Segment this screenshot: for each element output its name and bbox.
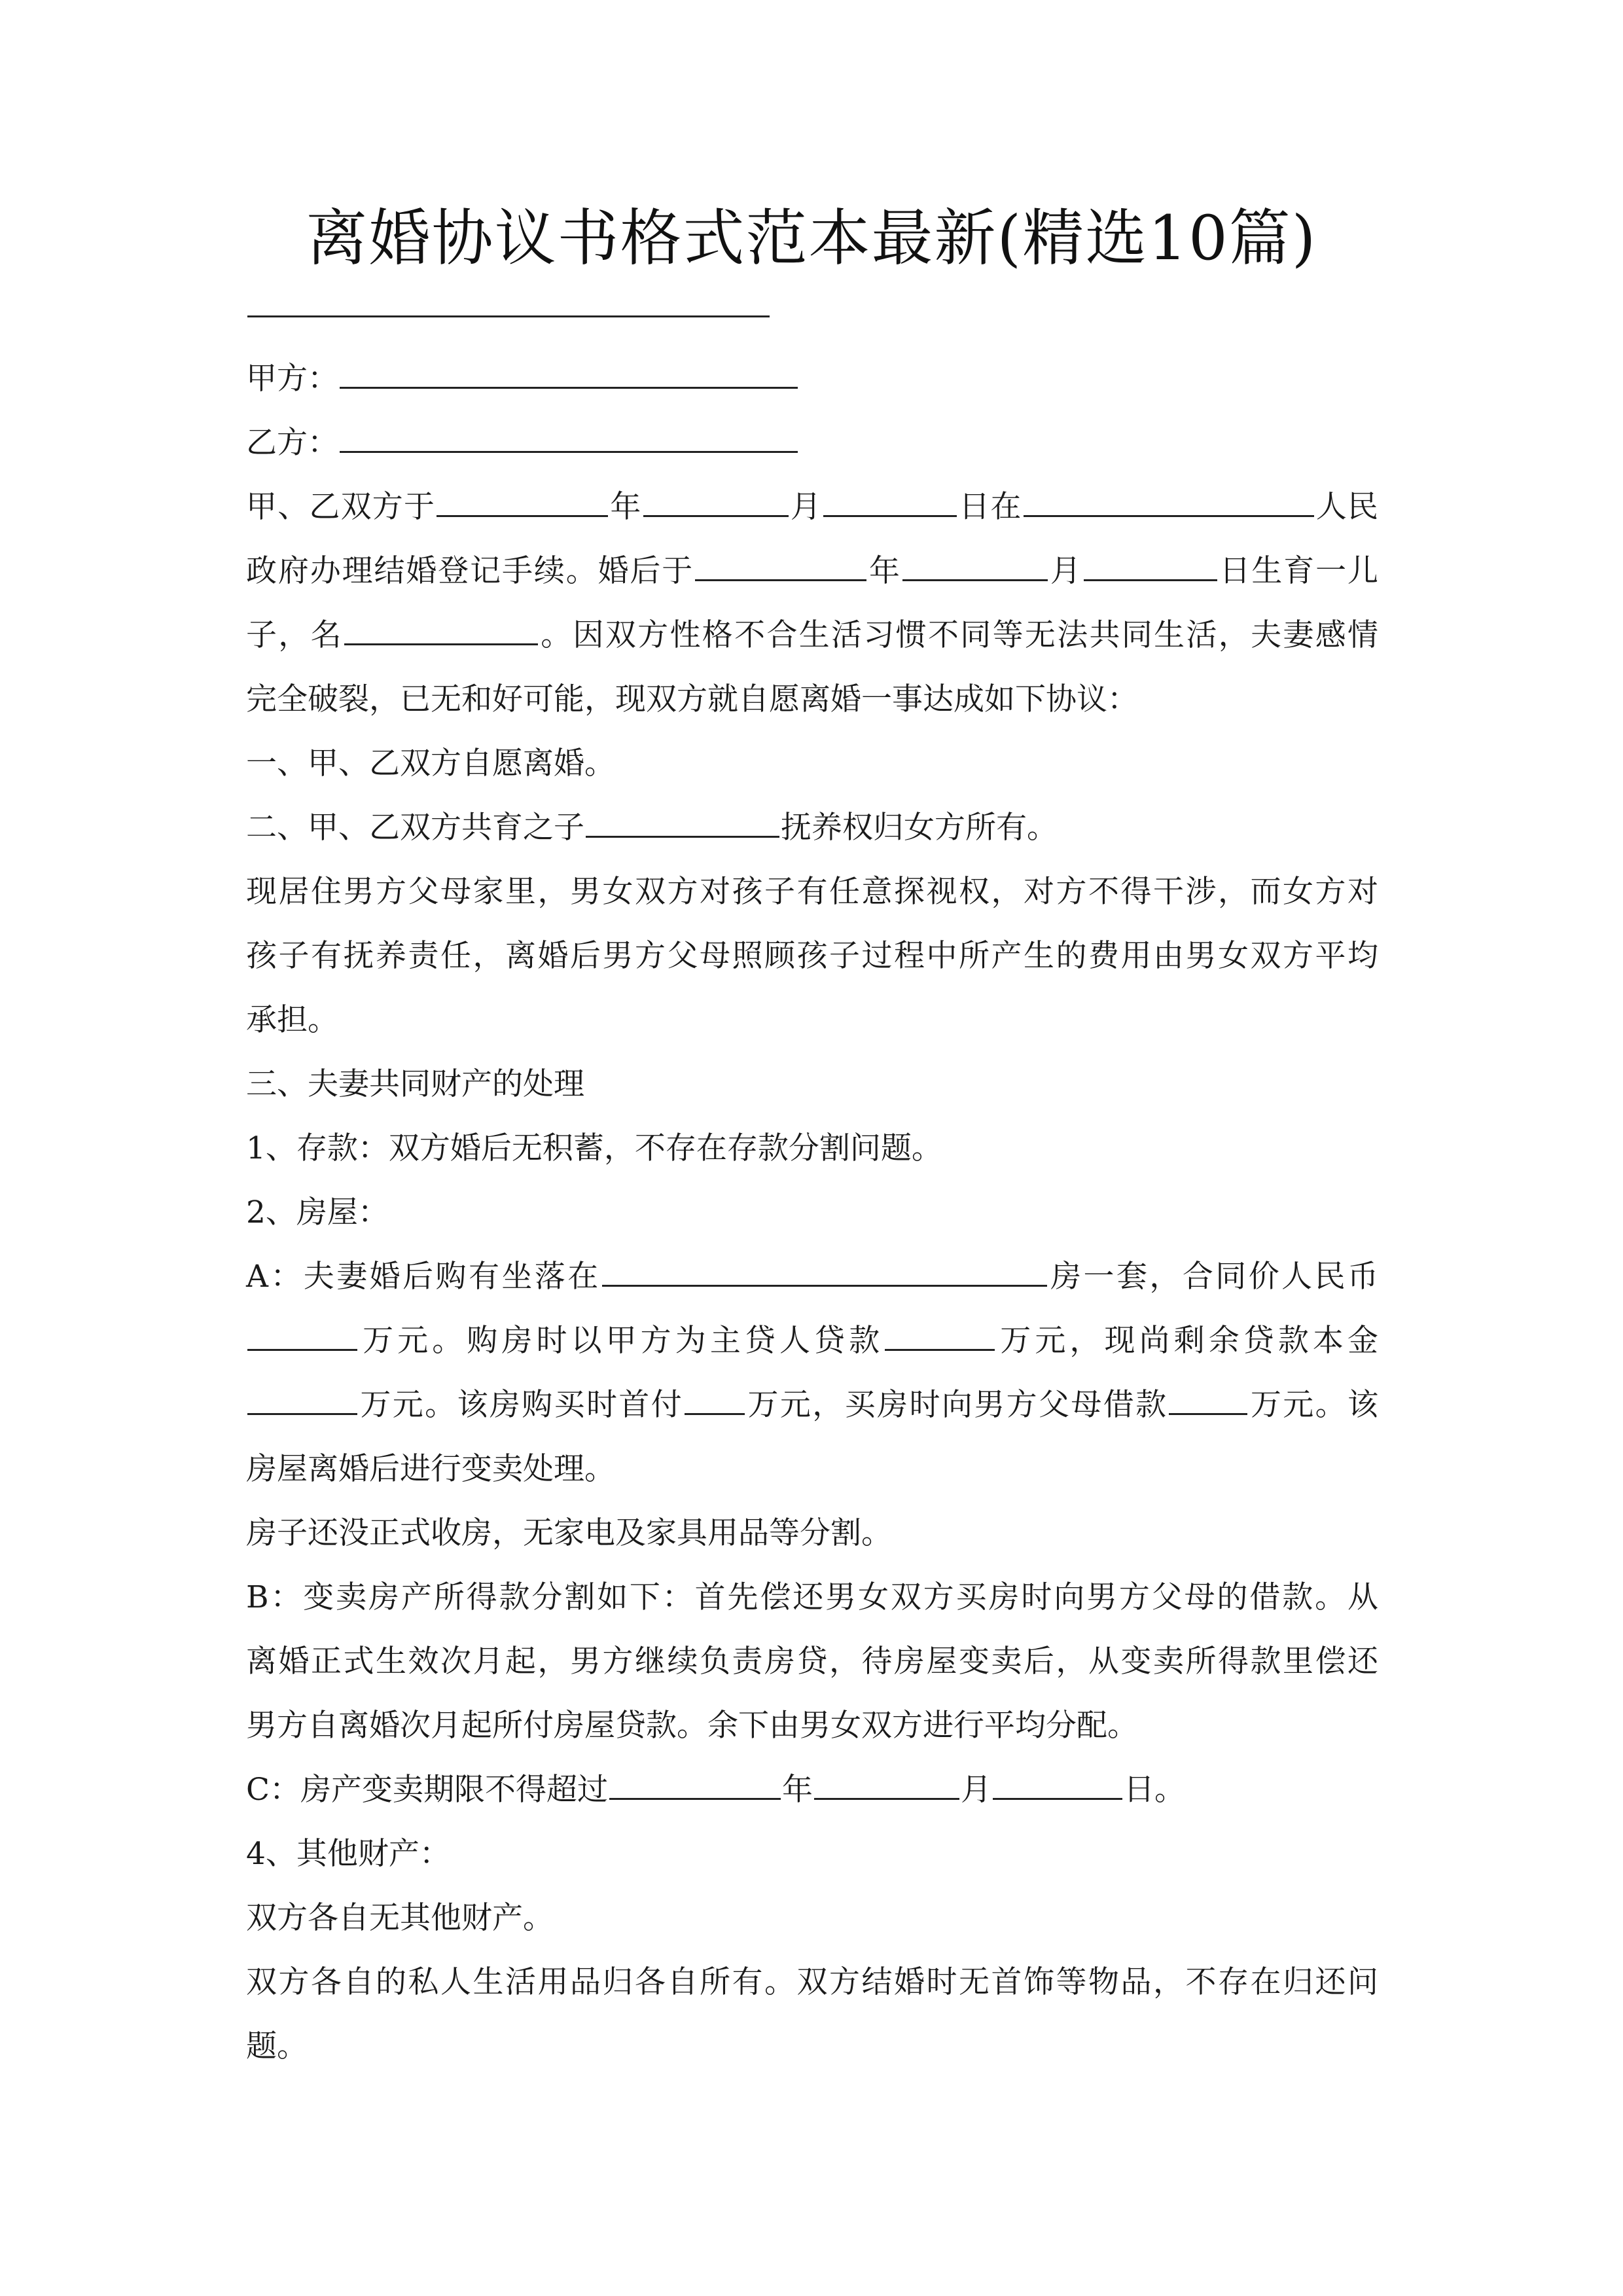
paragraph-line: 1、存款：双方婚后无积蓄，不存在存款分割问题。 (246, 1130, 942, 1166)
year-blank (437, 481, 608, 517)
party-a-label: 甲方： (246, 361, 338, 397)
text-run: 甲、乙双方于 (246, 489, 436, 525)
paragraph-line: 房屋离婚后进行变卖处理。 (246, 1451, 615, 1487)
text-run: 人民 (1315, 489, 1379, 525)
text-run: 万元。该 (1249, 1387, 1379, 1423)
clause-heading (246, 796, 1378, 860)
paragraph-line (246, 603, 1378, 668)
paragraph-line: 双方各自的私人生活用品归各自所有。双方结婚时无首饰等物品，不存在归还问 (246, 1964, 1378, 2000)
paragraph-line: 题。 (246, 2028, 308, 2064)
party-b-line (246, 411, 1378, 475)
paragraph-line: 现居住男方父母家里，男女双方对孩子有任意探视权，对方不得干涉，而女方对 (246, 874, 1378, 910)
text-run: 月 (789, 489, 823, 525)
month-blank (814, 1764, 959, 1800)
year-blank (695, 545, 866, 581)
text-run: 月 (960, 1772, 991, 1808)
text-run: 万元。购房时以甲方为主贷人贷款 (359, 1323, 884, 1359)
party-a-blank (340, 353, 798, 389)
text-run: 年 (609, 489, 642, 525)
party-a-line (246, 347, 1378, 411)
paragraph-line: 4、其他财产： (246, 1836, 450, 1872)
remaining-loan-blank (247, 1379, 357, 1415)
text-run: 。因双方性格不合生活习惯不同等无法共同生活，夫妻感情 (539, 617, 1379, 653)
paragraph-line: 完全破裂，已无和好可能，现双方就自愿离婚一事达成如下协议： (246, 681, 1138, 717)
document-body (246, 347, 1378, 2079)
party-b-label: 乙方： (246, 425, 338, 461)
text-run: 政府办理结婚登记手续。婚后于 (246, 553, 694, 589)
borrowed-blank (1169, 1379, 1247, 1415)
address-blank (602, 1251, 1047, 1287)
month-blank (902, 545, 1048, 581)
text-run: 子，名 (246, 617, 343, 653)
paragraph-line (246, 1245, 1378, 1309)
day-blank (823, 481, 957, 517)
text-run: 年 (868, 553, 901, 589)
name-blank (344, 609, 538, 645)
text-run: 万元。该房购买时首付 (359, 1387, 684, 1423)
paragraph-line: 2、房屋： (246, 1194, 389, 1230)
text-run: A：夫妻婚后购有坐落在 (246, 1259, 601, 1295)
text-run: 万元，买房时向男方父母借款 (746, 1387, 1168, 1423)
paragraph-line: 离婚正式生效次月起，男方继续负责房贷，待房屋变卖后，从变卖所得款里偿还 (246, 1643, 1378, 1679)
text-run: 万元，现尚剩余贷款本金 (996, 1323, 1379, 1359)
party-b-blank (340, 417, 798, 453)
text-run: 月 (1048, 553, 1082, 589)
text-run: C：房产变卖期限不得超过 (246, 1772, 608, 1808)
down-payment-blank (685, 1379, 745, 1415)
text-run: 日在 (958, 489, 1022, 525)
paragraph-line: 承担。 (246, 1002, 338, 1038)
day-blank (1084, 545, 1217, 581)
paragraph-line (246, 1758, 1378, 1822)
title-divider (247, 315, 770, 317)
paragraph-line (246, 475, 1378, 539)
clause-heading: 一、甲、乙双方自愿离婚。 (246, 745, 615, 781)
paragraph-line: 孩子有抚养责任，离婚后男方父母照顾孩子过程中所产生的费用由男女双方平均 (246, 938, 1378, 974)
paragraph-line (246, 1309, 1378, 1373)
text-run: 二、甲、乙双方共育之子 (246, 810, 584, 846)
text-run: 房一套，合同价人民币 (1048, 1259, 1378, 1295)
day-blank (993, 1764, 1122, 1800)
month-blank (643, 481, 789, 517)
place-blank (1024, 481, 1314, 517)
child-name-blank (586, 802, 779, 838)
paragraph-line (246, 539, 1378, 603)
paragraph-line (246, 1373, 1378, 1437)
text-run: 年 (781, 1772, 813, 1808)
text-run: 抚养权归女方所有。 (781, 810, 1058, 846)
clause-heading: 三、夫妻共同财产的处理 (246, 1066, 584, 1102)
paragraph-line: B：变卖房产所得款分割如下：首先偿还男女双方买房时向男方父母的借款。从 (246, 1579, 1378, 1615)
price-blank (247, 1315, 357, 1351)
loan-blank (885, 1315, 995, 1351)
document-title: 离婚协议书格式范本最新(精选10篇) (306, 203, 1317, 274)
text-run: 日生育一儿 (1218, 553, 1379, 589)
paragraph-line: 双方各自无其他财产。 (246, 1900, 554, 1936)
paragraph-line: 男方自离婚次月起所付房屋贷款。余下由男女双方进行平均分配。 (246, 1708, 1138, 1744)
text-run: 日。 (1123, 1772, 1185, 1808)
paragraph-line: 房子还没正式收房，无家电及家具用品等分割。 (246, 1515, 892, 1551)
year-blank (609, 1764, 781, 1800)
